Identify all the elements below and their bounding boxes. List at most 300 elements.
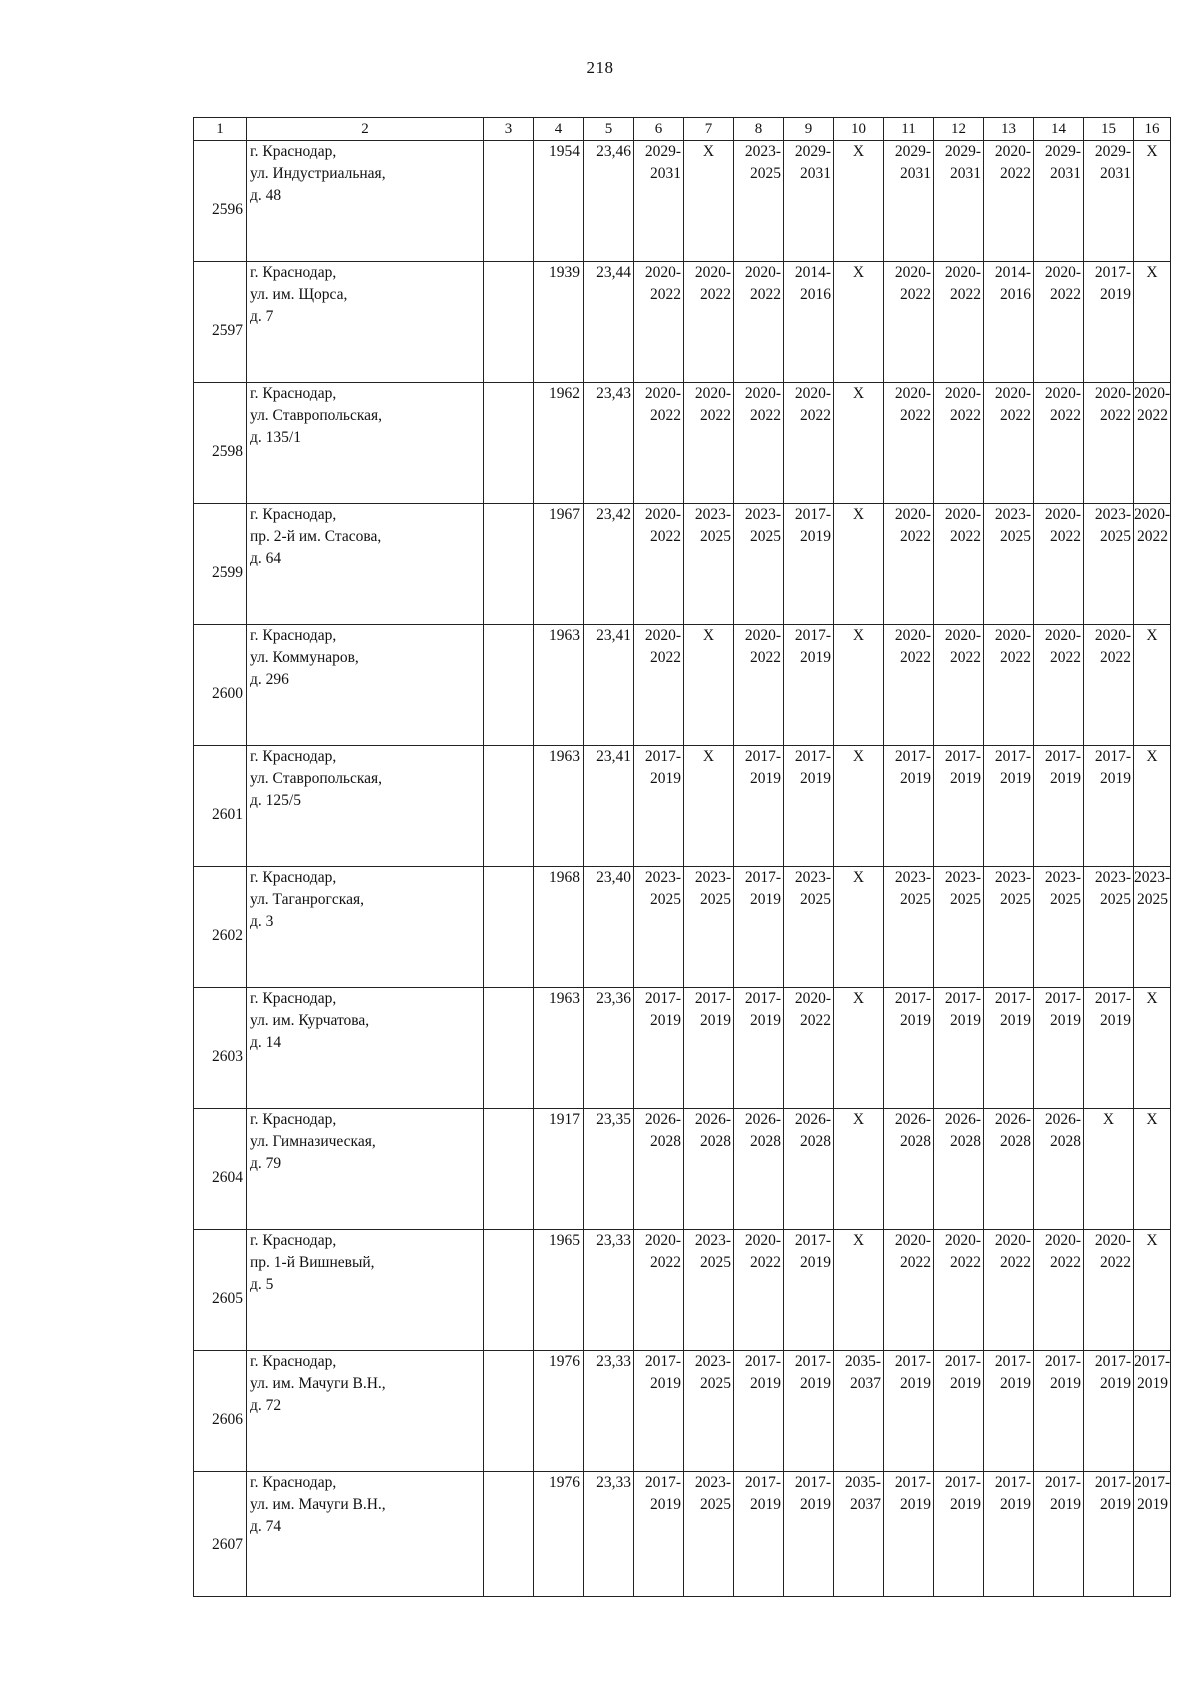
period-line: 2019	[800, 1254, 831, 1271]
period-line: X	[1146, 748, 1158, 765]
period-line: 2020-	[694, 385, 731, 402]
period-line: 2017-	[1094, 748, 1131, 765]
period-line: 2025	[700, 1496, 731, 1513]
period-cell	[634, 625, 684, 746]
table-body	[194, 141, 1171, 1597]
period-cell	[1034, 625, 1084, 746]
period-line: 2028	[1050, 1133, 1081, 1150]
period-cell	[634, 988, 684, 1109]
address-line: г. Краснодар,	[250, 506, 337, 523]
not-applicable-cell	[1134, 262, 1171, 383]
period-cell	[734, 625, 784, 746]
address-line: ул. Ставропольская,	[250, 770, 383, 787]
period-line: 2025	[700, 1375, 731, 1392]
period-line: 2035-	[844, 1353, 881, 1370]
period-line: X	[1146, 627, 1158, 644]
period-line: 2029-	[894, 143, 931, 160]
period-line: 2022	[1100, 1254, 1131, 1271]
period-line: 2020-	[994, 627, 1031, 644]
period-line: 2023-	[644, 869, 681, 886]
not-applicable-cell	[1134, 1109, 1171, 1230]
period-line: 2017-	[994, 748, 1031, 765]
period-cell	[634, 383, 684, 504]
period-line: 2022	[950, 286, 981, 303]
address-line: ул. Коммунаров,	[250, 649, 359, 666]
period-cell	[984, 867, 1034, 988]
not-applicable-cell	[1134, 625, 1171, 746]
period-line: 2023-	[694, 1474, 731, 1491]
not-applicable-cell	[1134, 988, 1171, 1109]
address-line: д. 48	[250, 187, 282, 204]
value-cell: 23,42	[584, 504, 634, 625]
period-cell	[1084, 141, 1134, 262]
period-line: 2020-	[744, 1232, 781, 1249]
period-line: 2017-	[794, 506, 831, 523]
value-cell: 23,33	[584, 1351, 634, 1472]
table-row	[194, 504, 1171, 625]
period-line: 2017-	[644, 1474, 681, 1491]
period-line: 2019	[1100, 1012, 1131, 1029]
period-line: 2020-	[694, 264, 731, 281]
period-line: 2029-	[1094, 143, 1131, 160]
value-cell: 23,41	[584, 625, 634, 746]
period-line: 2019	[750, 770, 781, 787]
address-line: д. 64	[250, 550, 282, 567]
period-cell	[934, 1472, 984, 1597]
period-line: 2025	[950, 891, 981, 908]
period-line: 2019	[650, 1375, 681, 1392]
period-line: 2020-	[1044, 264, 1081, 281]
address-line: д. 5	[250, 1276, 274, 1293]
period-line: X	[1146, 1232, 1158, 1249]
period-line: 2017-	[1094, 264, 1131, 281]
address-line: пр. 1-й Вишневый,	[250, 1254, 375, 1271]
period-cell	[1084, 625, 1134, 746]
period-line: 2028	[700, 1133, 731, 1150]
period-cell	[684, 1230, 734, 1351]
period-line: 2017-	[644, 990, 681, 1007]
period-line: 2022	[650, 286, 681, 303]
period-line: 2029-	[794, 143, 831, 160]
period-line: 2017-	[894, 1353, 931, 1370]
period-line: 2019	[950, 1012, 981, 1029]
period-cell	[684, 1472, 734, 1597]
period-cell	[984, 988, 1034, 1109]
period-line: 2025	[700, 528, 731, 545]
period-line: 2020-	[744, 627, 781, 644]
column-3-cell	[484, 746, 534, 867]
value-cell: 23,46	[584, 141, 634, 262]
period-line: 2022	[800, 407, 831, 424]
period-line: 2020-	[1094, 627, 1131, 644]
period-cell	[634, 1472, 684, 1597]
period-cell	[1034, 1351, 1084, 1472]
period-line: 2022	[650, 1254, 681, 1271]
period-line: 2023-	[744, 143, 781, 160]
not-applicable-cell	[834, 625, 884, 746]
period-line: 2025	[1100, 528, 1131, 545]
value-cell: 23,33	[584, 1472, 634, 1597]
period-line: 2017-	[744, 990, 781, 1007]
period-line: 2023-	[994, 506, 1031, 523]
period-line: 2022	[950, 528, 981, 545]
period-line: 2020-	[944, 1232, 981, 1249]
period-line: 2019	[650, 1496, 681, 1513]
table-row	[194, 262, 1171, 383]
record-number: 2607	[194, 1472, 247, 1597]
year-built-cell: 1963	[534, 625, 584, 746]
period-cell	[684, 1351, 734, 1472]
period-cell	[1034, 1109, 1084, 1230]
record-number: 2596	[194, 141, 247, 262]
column-3-cell	[484, 504, 534, 625]
period-cell	[934, 1109, 984, 1230]
column-header: 4	[534, 118, 584, 141]
period-line: 2022	[900, 1254, 931, 1271]
period-cell	[684, 383, 734, 504]
period-line: 2019	[800, 1375, 831, 1392]
address-cell	[247, 504, 484, 625]
period-line: 2020-	[1044, 627, 1081, 644]
address-line: г. Краснодар,	[250, 869, 337, 886]
period-line: 2020-	[644, 1232, 681, 1249]
period-line: 2031	[1050, 165, 1081, 182]
table-row	[194, 1230, 1171, 1351]
not-applicable-cell	[834, 746, 884, 867]
period-line: 2017-	[644, 748, 681, 765]
period-cell	[1084, 746, 1134, 867]
year-built-cell: 1976	[534, 1351, 584, 1472]
period-line: 2019	[750, 1496, 781, 1513]
address-cell	[247, 746, 484, 867]
period-cell	[1034, 504, 1084, 625]
period-line: 2020-	[944, 506, 981, 523]
period-line: 2019	[800, 528, 831, 545]
not-applicable-cell	[834, 988, 884, 1109]
period-cell	[734, 1230, 784, 1351]
page-number: 218	[586, 58, 614, 77]
period-line: 2037	[850, 1496, 881, 1513]
period-line: 2025	[1100, 891, 1131, 908]
period-line: 2022	[700, 407, 731, 424]
period-cell	[1034, 867, 1084, 988]
column-header: 5	[584, 118, 634, 141]
table-row	[194, 1109, 1171, 1230]
period-line: 2017-	[1044, 1353, 1081, 1370]
value-cell: 23,41	[584, 746, 634, 867]
year-built-cell: 1967	[534, 504, 584, 625]
period-cell	[784, 1109, 834, 1230]
period-line: 2020-	[744, 385, 781, 402]
address-line: г. Краснодар,	[250, 748, 337, 765]
period-cell	[734, 746, 784, 867]
column-3-cell	[484, 625, 534, 746]
address-line: ул. им. Мачуги В.Н.,	[250, 1496, 386, 1513]
not-applicable-cell	[834, 867, 884, 988]
address-cell	[247, 625, 484, 746]
period-line: X	[852, 1111, 865, 1128]
period-line: 2022	[950, 649, 981, 666]
period-cell	[934, 625, 984, 746]
period-line: 2019	[900, 770, 931, 787]
column-3-cell	[484, 383, 534, 504]
period-cell	[1034, 141, 1084, 262]
period-line: 2019	[1137, 1496, 1168, 1513]
period-line: 2020-	[1094, 385, 1131, 402]
period-line: X	[702, 143, 715, 160]
period-line: 2028	[650, 1133, 681, 1150]
period-line: 2017-	[744, 1474, 781, 1491]
period-line: 2019	[1050, 770, 1081, 787]
period-line: 2025	[700, 1254, 731, 1271]
period-cell	[784, 746, 834, 867]
period-cell	[1034, 1230, 1084, 1351]
year-built-cell: 1965	[534, 1230, 584, 1351]
period-line: X	[852, 627, 865, 644]
period-line: 2019	[1100, 1496, 1131, 1513]
address-line: ул. им. Щорса,	[250, 286, 348, 303]
period-line: 2019	[1137, 1375, 1168, 1392]
period-cell	[1034, 1472, 1084, 1597]
column-header: 12	[934, 118, 984, 141]
table-row	[194, 867, 1171, 988]
period-cell	[784, 1351, 834, 1472]
period-line: 2023-	[994, 869, 1031, 886]
period-line: 2019	[750, 1012, 781, 1029]
period-cell	[784, 867, 834, 988]
period-line: 2020-	[644, 385, 681, 402]
column-3-cell	[484, 1230, 534, 1351]
column-header: 2	[247, 118, 484, 141]
address-line: г. Краснодар,	[250, 1111, 337, 1128]
period-line: 2017-	[1094, 1474, 1131, 1491]
address-line: г. Краснодар,	[250, 143, 337, 160]
period-cell	[884, 1472, 934, 1597]
period-line: 2020-	[894, 627, 931, 644]
period-line: 2025	[750, 165, 781, 182]
not-applicable-cell	[684, 141, 734, 262]
period-line: X	[1102, 1111, 1115, 1128]
period-line: 2019	[1050, 1012, 1081, 1029]
period-line: 2017-	[794, 748, 831, 765]
column-header: 14	[1034, 118, 1084, 141]
record-number: 2597	[194, 262, 247, 383]
year-built-cell: 1954	[534, 141, 584, 262]
period-line: 2020-	[644, 506, 681, 523]
period-cell	[984, 1351, 1034, 1472]
period-cell	[884, 262, 934, 383]
record-number: 2598	[194, 383, 247, 504]
period-cell	[884, 1109, 934, 1230]
period-cell	[634, 141, 684, 262]
period-cell	[934, 988, 984, 1109]
column-header: 15	[1084, 118, 1134, 141]
period-line: X	[852, 506, 865, 523]
period-line: X	[1146, 1111, 1158, 1128]
record-number: 2599	[194, 504, 247, 625]
period-line: 2029-	[944, 143, 981, 160]
period-line: 2022	[1000, 1254, 1031, 1271]
period-line: 2019	[950, 1375, 981, 1392]
period-line: 2023-	[1094, 506, 1131, 523]
period-line: 2020-	[894, 385, 931, 402]
period-line: 2017-	[1094, 1353, 1131, 1370]
period-cell	[934, 1351, 984, 1472]
period-cell	[784, 504, 834, 625]
period-line: 2025	[650, 891, 681, 908]
column-3-cell	[484, 141, 534, 262]
address-line: д. 125/5	[250, 792, 301, 809]
period-line: 2022	[1137, 528, 1168, 545]
period-cell	[1134, 504, 1171, 625]
period-line: 2025	[1000, 891, 1031, 908]
period-cell	[984, 383, 1034, 504]
period-line: 2017-	[744, 1353, 781, 1370]
period-line: 2028	[750, 1133, 781, 1150]
period-line: 2020-	[1044, 1232, 1081, 1249]
period-line: 2022	[1000, 407, 1031, 424]
address-cell	[247, 1109, 484, 1230]
period-line: 2028	[1000, 1133, 1031, 1150]
column-header: 9	[784, 118, 834, 141]
period-line: 2019	[1100, 286, 1131, 303]
period-line: 2022	[1100, 649, 1131, 666]
address-line: д. 14	[250, 1034, 282, 1051]
period-cell	[1084, 262, 1134, 383]
period-line: 2026-	[694, 1111, 731, 1128]
not-applicable-cell	[834, 383, 884, 504]
period-line: 2031	[900, 165, 931, 182]
period-line: 2019	[900, 1012, 931, 1029]
period-line: 2019	[950, 770, 981, 787]
period-line: X	[852, 143, 865, 160]
period-cell	[884, 746, 934, 867]
period-line: 2022	[1137, 407, 1168, 424]
period-cell	[634, 746, 684, 867]
period-line: 2023-	[694, 869, 731, 886]
value-cell: 23,40	[584, 867, 634, 988]
year-built-cell: 1917	[534, 1109, 584, 1230]
address-line: пр. 2-й им. Стасова,	[250, 528, 382, 545]
value-cell: 23,33	[584, 1230, 634, 1351]
period-cell	[734, 504, 784, 625]
period-line: 2017-	[944, 1474, 981, 1491]
period-line: 2020-	[994, 143, 1031, 160]
table-row	[194, 625, 1171, 746]
period-cell	[634, 1230, 684, 1351]
period-line: 2017-	[794, 1232, 831, 1249]
period-cell	[1084, 867, 1134, 988]
period-cell	[734, 141, 784, 262]
address-line: г. Краснодар,	[250, 627, 337, 644]
period-line: 2025	[1137, 891, 1168, 908]
address-line: г. Краснодар,	[250, 1474, 337, 1491]
period-line: 2022	[900, 649, 931, 666]
period-line: 2019	[750, 891, 781, 908]
period-line: 2017-	[1134, 1353, 1171, 1370]
period-cell	[734, 988, 784, 1109]
table-row	[194, 988, 1171, 1109]
period-cell	[984, 262, 1034, 383]
period-line: 2014-	[794, 264, 831, 281]
address-line: ул. Гимназическая,	[250, 1133, 376, 1150]
period-cell	[634, 1109, 684, 1230]
period-line: 2023-	[694, 1353, 731, 1370]
period-line: 2023-	[794, 869, 831, 886]
period-line: 2017-	[894, 990, 931, 1007]
period-line: 2019	[1000, 1496, 1031, 1513]
period-line: 2019	[1000, 770, 1031, 787]
period-line: X	[852, 264, 865, 281]
column-header: 6	[634, 118, 684, 141]
address-line: ул. Индустриальная,	[250, 165, 386, 182]
period-line: 2020-	[894, 264, 931, 281]
period-line: 2017-	[1134, 1474, 1171, 1491]
period-cell	[784, 141, 834, 262]
period-cell	[934, 141, 984, 262]
period-cell	[1134, 383, 1171, 504]
column-header: 8	[734, 118, 784, 141]
period-line: 2023-	[694, 506, 731, 523]
not-applicable-cell	[1134, 746, 1171, 867]
period-line: 2019	[750, 1375, 781, 1392]
period-line: 2017-	[944, 990, 981, 1007]
table-row	[194, 383, 1171, 504]
period-line: 2023-	[1134, 869, 1171, 886]
period-line: 2022	[650, 407, 681, 424]
period-cell	[934, 1230, 984, 1351]
repair-schedule-table	[193, 117, 1171, 1597]
period-line: 2017-	[1044, 1474, 1081, 1491]
period-line: 2022	[950, 407, 981, 424]
period-line: 2017-	[894, 748, 931, 765]
period-line: 2022	[900, 407, 931, 424]
period-cell	[934, 262, 984, 383]
period-line: 2028	[900, 1133, 931, 1150]
period-cell	[634, 1351, 684, 1472]
table-row	[194, 1472, 1171, 1597]
period-line: 2020-	[644, 627, 681, 644]
period-line: 2023-	[694, 1232, 731, 1249]
address-cell	[247, 383, 484, 504]
period-line: 2022	[750, 649, 781, 666]
year-built-cell: 1968	[534, 867, 584, 988]
period-line: 2025	[700, 891, 731, 908]
period-cell	[1134, 867, 1171, 988]
period-cell	[734, 1109, 784, 1230]
period-line: 2017-	[794, 1353, 831, 1370]
period-line: 2037	[850, 1375, 881, 1392]
period-line: 2019	[1000, 1375, 1031, 1392]
period-line: 2023-	[894, 869, 931, 886]
column-3-cell	[484, 1109, 534, 1230]
period-cell	[984, 1109, 1034, 1230]
not-applicable-cell	[1084, 1109, 1134, 1230]
period-line: 2022	[1050, 649, 1081, 666]
period-line: 2020-	[944, 385, 981, 402]
period-line: X	[1146, 143, 1158, 160]
period-line: 2020-	[644, 264, 681, 281]
address-cell	[247, 141, 484, 262]
period-line: X	[702, 748, 715, 765]
period-cell	[1084, 1351, 1134, 1472]
period-line: 2017-	[944, 748, 981, 765]
period-line: 2023-	[1094, 869, 1131, 886]
period-cell	[684, 1109, 734, 1230]
column-3-cell	[484, 262, 534, 383]
period-line: 2019	[1100, 1375, 1131, 1392]
period-line: 2026-	[944, 1111, 981, 1128]
